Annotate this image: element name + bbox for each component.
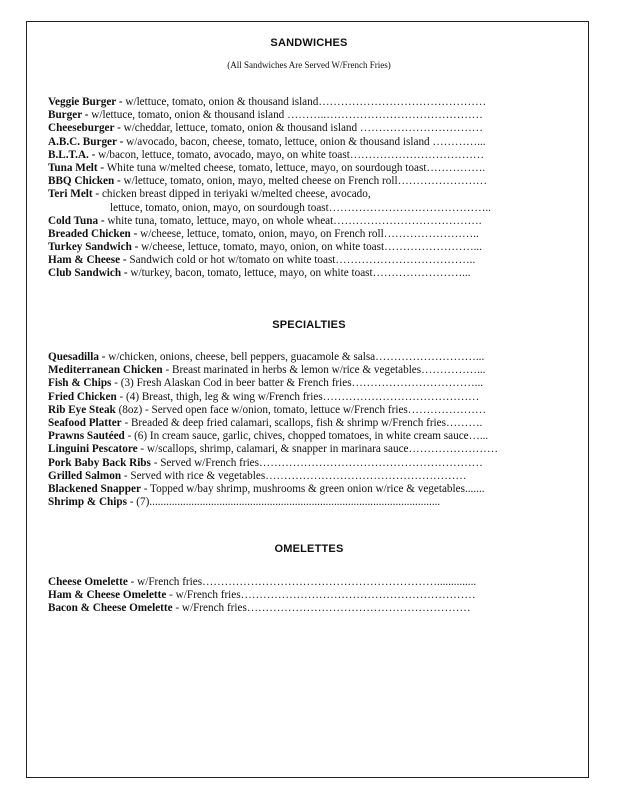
leader-dots: ……………………………………………………… xyxy=(240,589,476,602)
item-name: Teri Melt - xyxy=(48,188,100,201)
sandwiches-list xyxy=(48,96,528,281)
item-name: B.L.T.A. - xyxy=(48,148,96,161)
item-name: Prawns Sautéed xyxy=(48,430,125,443)
item-name: Fried Chicken xyxy=(48,390,117,403)
item-name: Club Sandwich - xyxy=(48,267,128,280)
item-description: chicken breast dipped in teriyaki w/melted cheese, avocado, xyxy=(99,188,371,201)
item-name: Burger - xyxy=(48,109,89,122)
item-name: A.B.C. Burger - xyxy=(48,135,124,148)
item-name: Shrimp & Chips xyxy=(48,496,127,509)
specialties-heading: SPECIALTIES xyxy=(272,319,346,331)
leader-dots: …………………….. xyxy=(383,227,479,240)
item-description: Sandwich cold or hot w/tomato on white toast xyxy=(126,254,336,267)
item-description: - (6) In cream sauce, garlic, chives, chopped tomatoes, in white cream sauce xyxy=(124,430,469,443)
item-name: Seafood Platter xyxy=(48,416,122,429)
menu-item xyxy=(48,602,528,615)
menu-item xyxy=(48,391,528,404)
item-description: w/cheese, lettuce, tomato, mayo, onion, on white toast xyxy=(138,241,385,254)
menu-item xyxy=(48,215,528,228)
menu-item xyxy=(48,188,528,201)
item-description: - Served w/French fries xyxy=(150,456,260,469)
omelettes-heading: OMELETTES xyxy=(274,543,344,555)
item-name: Quesadilla - xyxy=(48,351,106,363)
menu-item xyxy=(48,470,528,483)
leader-dots: …………………………………………………… xyxy=(246,602,471,615)
menu-item xyxy=(48,136,528,149)
item-name: Ham & Cheese - xyxy=(48,254,127,267)
leader-dots: …………………… xyxy=(408,443,499,456)
item-description: White tuna w/melted cheese, tomato, lettuce, mayo, on sourdough toast xyxy=(104,161,427,174)
menu-item xyxy=(48,149,528,162)
item-name: BBQ Chicken - xyxy=(48,175,121,188)
leader-dots: ………..…………………………………… xyxy=(284,109,483,122)
menu-item xyxy=(48,241,528,254)
item-description: - (7) xyxy=(126,496,150,509)
leader-dots: ………………………... xyxy=(375,351,485,363)
leader-dots: ………………… xyxy=(407,403,487,416)
item-name: Blackened Snapper xyxy=(48,482,141,495)
item-description: - w/French fries xyxy=(127,576,203,588)
item-name: Grilled Salmon xyxy=(48,469,122,482)
item-description: - Breast marinated in herbs & lemon w/rice & vegetables xyxy=(162,364,422,377)
item-description: white tuna, tomato, lettuce, mayo, on whole wheat xyxy=(104,214,334,227)
sandwiches-heading: SANDWICHES xyxy=(270,37,348,49)
item-name: Linguini Pescatore xyxy=(48,443,138,456)
item-name: Pork Baby Back Ribs xyxy=(48,456,151,469)
item-description: - w/scallops, shrimp, calamari, & snapper in marinara sauce xyxy=(137,443,409,456)
leader-dots: ……………………………………………………….............. xyxy=(202,576,477,588)
item-name: Cheeseburger - xyxy=(48,122,121,135)
item-description: w/turkey, bacon, tomato, lettuce, mayo, on white toast xyxy=(127,267,373,280)
leader-dots: ……………. xyxy=(426,161,486,174)
item-description: lettuce, tomato, onion, mayo, on sourdough toast xyxy=(110,201,329,214)
leader-dots: …………………………………….. xyxy=(328,201,491,214)
leader-dots: ……………………………………………… xyxy=(265,469,467,482)
menu-item xyxy=(48,457,528,470)
item-name: Breaded Chicken - xyxy=(48,227,138,240)
menu-item xyxy=(48,364,528,377)
menu-item xyxy=(48,96,528,109)
leader-dots: ……………………... xyxy=(384,241,483,254)
sandwiches-subtitle: (All Sandwiches Are Served W/French Fries) xyxy=(227,60,391,70)
leader-dots: ……………………………... xyxy=(351,377,484,390)
leader-dots: ……………………………………… xyxy=(318,96,487,108)
item-name: Cheese Omelette xyxy=(48,576,128,588)
leader-dots: ……………………………….. xyxy=(335,254,476,267)
menu-item xyxy=(48,377,528,390)
menu-item xyxy=(48,254,528,267)
leader-dots: …………………………… xyxy=(357,122,483,135)
menu-item xyxy=(48,122,528,135)
item-description: w/lettuce, tomato, onion & thousand island xyxy=(88,109,285,122)
menu-item xyxy=(48,576,528,589)
menu-item xyxy=(48,589,528,602)
item-description: - (3) Fresh Alaskan Cod in beer batter & French fries xyxy=(111,377,352,390)
item-description: w/lettuce, tomato, onion & thousand island xyxy=(122,96,319,108)
menu-item xyxy=(48,417,528,430)
menu-item xyxy=(48,443,528,456)
item-description: - (4) Breast, thigh, leg & wing w/French fries xyxy=(116,390,323,403)
menu-item xyxy=(48,109,528,122)
item-description: w/avocado, bacon, cheese, tomato, lettuce, onion & thousand island xyxy=(123,135,430,148)
item-description: - w/French fries xyxy=(166,589,241,602)
leader-dots: ....... xyxy=(464,482,485,495)
item-name: Tuna Melt - xyxy=(48,161,105,174)
item-name: Rib Eye Steak xyxy=(48,403,116,416)
item-description: w/chicken, onions, cheese, bell peppers, guacamole & salsa xyxy=(105,351,376,363)
item-name: Cold Tuna - xyxy=(48,214,105,227)
menu-item xyxy=(48,483,528,496)
menu-item xyxy=(48,351,528,364)
item-name: Bacon & Cheese Omelette xyxy=(48,602,173,615)
leader-dots: ……………………………… xyxy=(349,148,485,161)
leader-dots: …………………… xyxy=(397,175,488,188)
menu-item xyxy=(48,228,528,241)
specialties-list xyxy=(48,351,528,509)
item-description: - Served with rice & vegetables xyxy=(121,469,266,482)
item-name: Mediterranean Chicken xyxy=(48,364,163,377)
item-description: w/bacon, lettuce, tomato, avocado, mayo, on white toast xyxy=(95,148,350,161)
item-name: Fish & Chips xyxy=(48,377,112,390)
item-description: w/lettuce, tomato, onion, mayo, melted cheese on French roll xyxy=(120,175,398,188)
menu-item xyxy=(48,404,528,417)
item-name: Turkey Sandwich - xyxy=(48,241,139,254)
item-description: - Breaded & deep fried calamari, scallops, fish & shrimp w/French fries xyxy=(121,416,446,429)
leader-dots: ……………………... xyxy=(372,267,471,280)
leader-dots: …... xyxy=(468,430,489,443)
menu-item xyxy=(48,175,528,188)
item-name: Ham & Cheese Omelette xyxy=(48,589,167,602)
menu-item xyxy=(48,496,528,509)
menu-item xyxy=(48,430,528,443)
leader-dots: ........................................................................................................ xyxy=(149,496,441,509)
leader-dots: ………. xyxy=(445,416,483,429)
item-description: - Topped w/bay shrimp, mushrooms & green onion w/rice & vegetables xyxy=(140,482,465,495)
item-description: w/cheddar, lettuce, tomato, onion & thousand island xyxy=(120,122,358,135)
leader-dots: …………………………………………………… xyxy=(259,456,483,469)
menu-item xyxy=(48,162,528,175)
leader-dots: ……………... xyxy=(421,364,486,377)
omelettes-list xyxy=(48,576,528,616)
menu-item xyxy=(48,267,528,280)
leader-dots: …………………………………… xyxy=(322,390,480,403)
leader-dots: …………... xyxy=(429,135,486,148)
menu-item-continuation xyxy=(48,202,528,215)
item-description: - w/French fries xyxy=(172,602,247,615)
item-description: (8oz) - Served open face w/onion, tomato, lettuce w/French fries xyxy=(115,403,408,416)
leader-dots: …………………………………. xyxy=(333,214,482,227)
item-description: w/cheese, lettuce, tomato, onion, mayo, on French roll xyxy=(137,227,384,240)
item-name: Veggie Burger - xyxy=(48,96,123,108)
